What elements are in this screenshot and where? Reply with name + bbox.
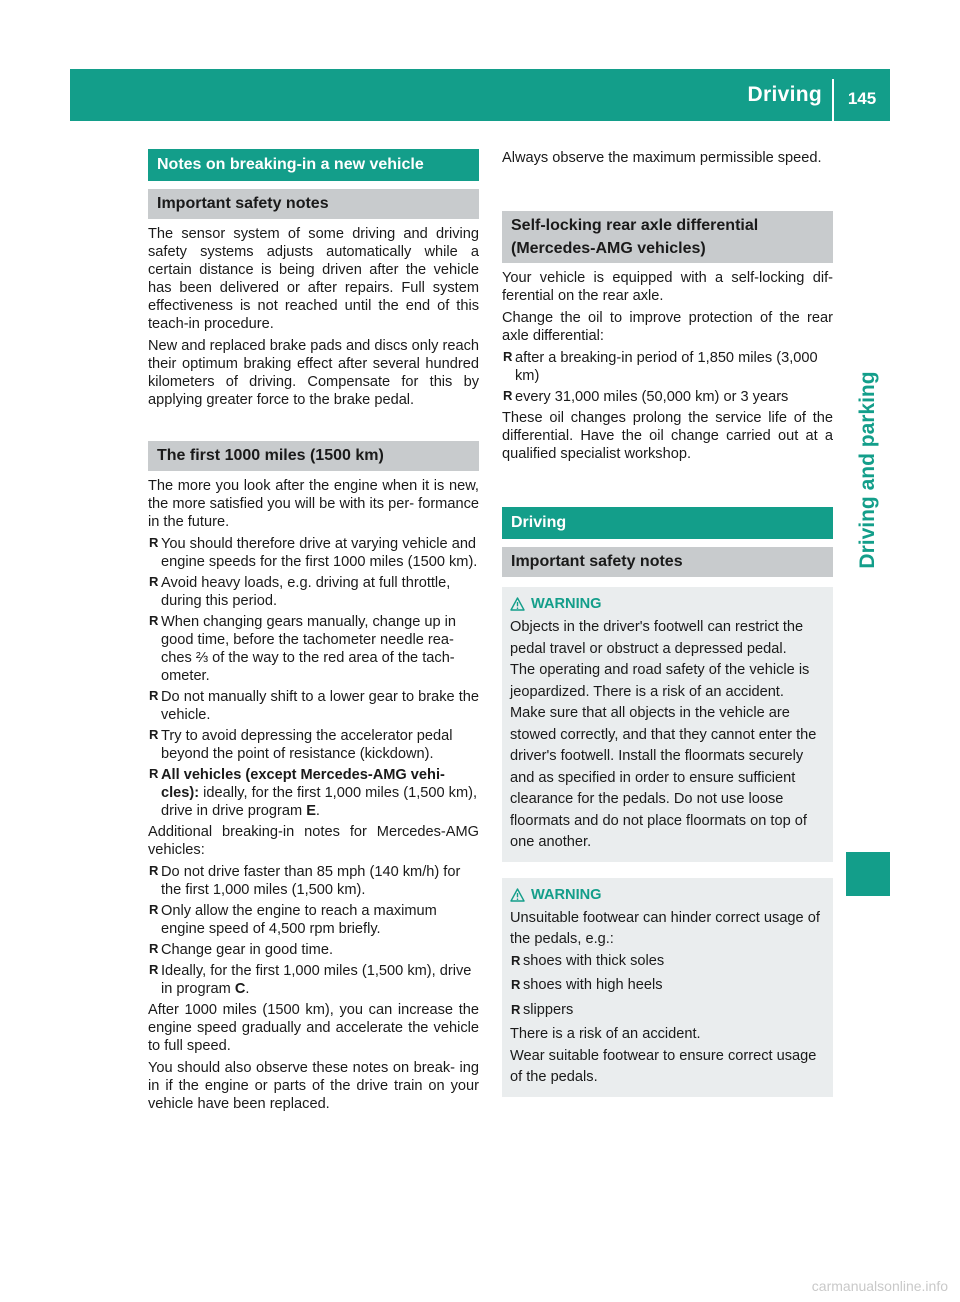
bullet-icon: R — [149, 574, 159, 589]
warning-heading: WARNING — [510, 884, 825, 906]
bullet-icon: R — [149, 766, 159, 781]
warning-box-footwear — [502, 878, 833, 1097]
warning-heading: WARNING — [510, 593, 825, 615]
paragraph: Make sure that all objects in the vehicle are stowed correctly, and that they cannot enter the driver's footwell. Install the floormats securely and as specified in order to ensure sufficient clearance for the pedals. Do not use loose floormats and do not place floormats on top of one another. — [510, 705, 817, 850]
header-section-title: Driving — [747, 83, 822, 106]
warning-triangle-icon — [510, 888, 525, 902]
list-item: R every 31,000 miles (50,000 km) or 3 years — [503, 388, 789, 405]
paragraph: Wear suitable footwear to ensure correct usage of the pedals. — [510, 1047, 817, 1085]
paragraph: Always observe the maximum permissible speed. — [502, 150, 822, 166]
paragraph: There is a risk of an accident. — [510, 1026, 701, 1042]
paragraph: After 1000 miles (1500 km), you can increase the engine speed gradually and accelerate the vehicle to full speed. — [148, 1002, 479, 1054]
bullet-icon: R — [149, 613, 159, 628]
bullet-list — [148, 863, 479, 998]
paragraph: Objects in the driver's footwell can restrict the pedal travel or obstruct a depressed pedal. — [510, 619, 804, 657]
bullet-icon: R — [149, 535, 159, 550]
list-item: R Try to avoid depressing the accelerator pedal beyond the point of resistance (kickdown). — [149, 727, 453, 762]
list-item: R after a breaking-in period of 1,850 miles (3,000 km) — [503, 349, 818, 384]
bullet-icon: R — [511, 952, 521, 968]
paragraph: You should also observe these notes on break- ing in if the engine or parts of the drive train on your vehicle have been replaced. — [148, 1060, 479, 1112]
list-item: R Do not drive faster than 85 mph (140 km/h) for the first 1,000 miles (1,500 km). — [149, 863, 461, 898]
paragraph: Additional breaking-in notes for Mercedes-AMG vehicles: — [148, 824, 479, 858]
bullet-icon: R — [149, 688, 159, 703]
paragraph: These oil changes prolong the service life of the differential. Have the oil change carried out at a qualified specialist workshop. — [502, 410, 833, 462]
warning-box-footwell — [502, 587, 833, 862]
bullet-icon: R — [511, 1001, 521, 1017]
subheading-first-1000-miles: The first 1000 miles (1500 km) — [148, 441, 479, 471]
list-item: R shoes with thick soles — [510, 951, 825, 973]
bullet-list — [148, 535, 479, 820]
bullet-icon: R — [149, 941, 159, 956]
page-header-bar — [70, 69, 890, 121]
chapter-side-tab — [846, 121, 890, 819]
bullet-list — [510, 951, 825, 1022]
watermark: carmanualsonline.info — [811, 1278, 948, 1294]
list-item: R Do not manually shift to a lower gear to brake the vehicle. — [149, 688, 479, 723]
paragraph: Change the oil to improve protection of the rear axle differential: — [502, 310, 833, 344]
list-item: R Ideally, for the first 1,000 miles (1,500 km), drive in program C. — [149, 962, 472, 997]
list-item: R Only allow the engine to reach a maximum engine speed of 4,500 rpm briefly. — [149, 902, 437, 937]
right-column — [502, 149, 833, 1113]
bullet-icon: R — [503, 388, 513, 403]
bullet-icon: R — [149, 863, 159, 878]
list-item: R Avoid heavy loads, e.g. driving at full throttle, during this period. — [149, 574, 451, 609]
list-item: R You should therefore drive at varying vehicle and engine speeds for the first 1000 miles (1500 km). — [149, 535, 478, 570]
paragraph: The operating and road safety of the vehicle is jeopardized. There is a risk of an accident. — [510, 662, 810, 700]
subheading-rear-axle-differential: Self-locking rear axle differential (Mercedes-AMG vehicles) — [502, 211, 833, 263]
subheading-safety-notes: Important safety notes — [148, 189, 479, 219]
paragraph: New and replaced brake pads and discs only reach their optimum braking effect after several hundred kilometers of driving. Compensate for this by applying greater force to the brake pedal. — [148, 338, 479, 408]
page-number: 145 — [847, 89, 877, 108]
paragraph: The more you look after the engine when it is new, the more satisfied you will be with its per- formance in the future. — [148, 478, 479, 530]
list-item: R All vehicles (except Mercedes-AMG vehi- cles): ideally, for the first 1,000 miles (1,500 km), drive in drive program E. — [149, 766, 478, 819]
warning-triangle-icon — [510, 597, 525, 611]
paragraph: The sensor system of some driving and driving safety systems adjusts automatically while a certain distance is being driven after the vehicle has been delivered or after repairs. Full system effectiveness is not reached until the end of this teach-in procedure. — [148, 226, 479, 332]
left-column — [148, 149, 479, 1117]
bullet-icon: R — [503, 349, 513, 364]
list-item: R shoes with high heels — [510, 975, 825, 997]
bullet-icon: R — [511, 977, 521, 992]
chapter-side-tab-label: Driving and parking — [856, 371, 879, 569]
section-heading-breaking-in: Notes on breaking-in a new vehicle — [148, 149, 479, 181]
subheading-driving-safety-notes: Important safety notes — [502, 547, 833, 577]
paragraph: Unsuitable footwear can hinder correct usage of the pedals, e.g.: — [510, 909, 820, 947]
list-item: R Change gear in good time. — [149, 941, 333, 958]
paragraph: Your vehicle is equipped with a self-locking dif- ferential on the rear axle. — [502, 270, 833, 304]
section-heading-driving: Driving — [502, 507, 833, 539]
bullet-list — [502, 349, 833, 406]
bullet-icon: R — [149, 727, 159, 742]
chapter-tab-marker — [846, 852, 890, 896]
bullet-icon: R — [149, 902, 159, 917]
bullet-icon: R — [149, 962, 159, 977]
list-item: R When changing gears manually, change up in good time, before the tachometer needle rea- ches ⅔ of the way to the red area of the tach- ometer. — [149, 613, 457, 684]
list-item: R slippers — [510, 1000, 825, 1022]
